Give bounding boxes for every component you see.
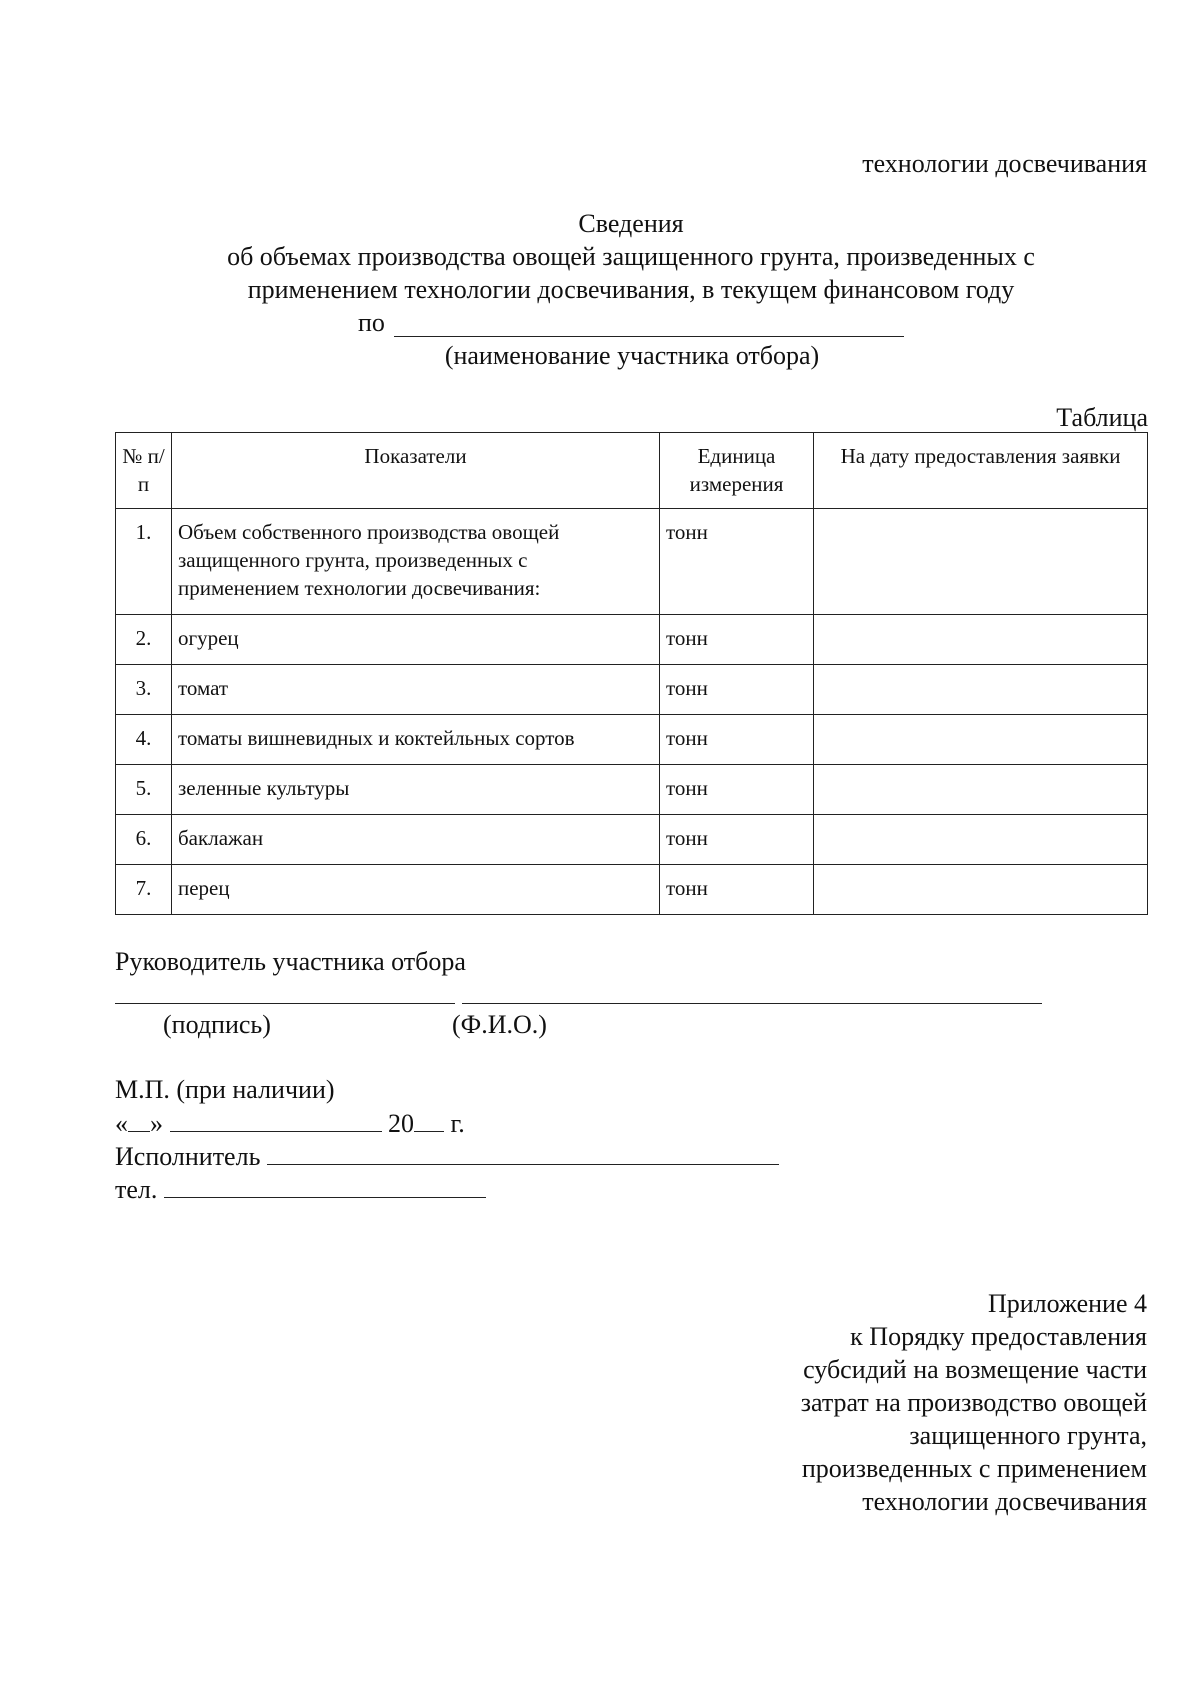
executor-blank[interactable] [267,1140,779,1165]
header-num: № п/п [116,433,172,509]
row-value-cell[interactable] [814,665,1148,715]
table-row [116,665,1148,715]
row-num: 5. [116,765,172,815]
row-indicator: перец [172,865,660,915]
head-label: Руководитель участника отбора [115,947,466,976]
appendix-line-3: субсидий на возмещение части [803,1355,1147,1384]
row-unit: тонн [660,615,814,665]
table-row [116,615,1148,665]
row-unit: тонн [660,715,814,765]
row-indicator: томаты вишневидных и коктейльных сортов [172,715,660,765]
row-unit: тонн [660,509,814,615]
data-table [115,432,1148,915]
year-suffix: г. [450,1109,465,1138]
po-label: по [358,308,385,337]
header-value: На дату предоставления заявки [814,433,1148,509]
table-label: Таблица [1056,403,1148,432]
row-num: 1. [116,509,172,615]
year-prefix: 20 [388,1109,414,1138]
executor-line [115,1140,779,1173]
name-line[interactable] [462,1003,1042,1004]
po-caption: (наименование участника отбора) [444,341,820,370]
row-num: 2. [116,615,172,665]
row-unit: тонн [660,765,814,815]
phone-blank[interactable] [164,1173,486,1198]
title-line-2: об объемах производства овощей защищенного грунта, произведенных с [227,242,1035,271]
row-indicator: зеленные культуры [172,765,660,815]
stamp-label: М.П. (при наличии) [115,1075,335,1104]
row-indicator: баклажан [172,815,660,865]
executor-label: Исполнитель [115,1142,261,1171]
phone-label: тел. [115,1175,158,1204]
row-value-cell[interactable] [814,715,1148,765]
header-indicator: Показатели [172,433,660,509]
date-open-quote: « [115,1109,128,1138]
participant-name-line[interactable] [394,336,904,337]
row-num: 7. [116,865,172,915]
row-indicator: огурец [172,615,660,665]
signature-line[interactable] [115,1003,455,1004]
row-value-cell[interactable] [814,815,1148,865]
row-unit: тонн [660,865,814,915]
signature-caption: (подпись) [163,1010,271,1039]
row-unit: тонн [660,665,814,715]
appendix-line-1: Приложение 4 [987,1289,1147,1318]
row-indicator: Объем собственного производства овощей защищенного грунта, произведенных с применением технологии досвечивания: [172,509,660,615]
header-unit: Единица измерения [660,433,814,509]
appendix-line-6: произведенных с применением [801,1454,1147,1483]
name-caption: (Ф.И.О.) [452,1010,547,1039]
row-unit: тонн [660,815,814,865]
row-indicator: томат [172,665,660,715]
row-value-cell[interactable] [814,509,1148,615]
row-value-cell[interactable] [814,615,1148,665]
month-blank[interactable] [170,1107,382,1132]
row-num: 3. [116,665,172,715]
title-line-1: Сведения [578,209,684,238]
table-row [116,715,1148,765]
row-value-cell[interactable] [814,765,1148,815]
date-close-quote: » [150,1109,163,1138]
table-header-row [116,433,1148,509]
row-value-cell[interactable] [814,865,1148,915]
year-blank[interactable] [414,1107,444,1132]
table-row [116,765,1148,815]
appendix-line-7: технологии досвечивания [862,1487,1147,1516]
date-line [115,1107,465,1140]
table-row [116,815,1148,865]
appendix-line-4: затрат на производство овощей [800,1388,1147,1417]
appendix-line-5: защищенного грунта, [909,1421,1147,1450]
table-row [116,509,1148,615]
table-row [116,865,1148,915]
row-num: 6. [116,815,172,865]
appendix-line-2: к Порядку предоставления [850,1322,1147,1351]
header-fragment: технологии досвечивания [862,149,1147,178]
day-blank[interactable] [128,1107,150,1132]
row-num: 4. [116,715,172,765]
phone-line [115,1173,486,1206]
title-line-3: применением технологии досвечивания, в текущем финансовом году [247,275,1015,304]
